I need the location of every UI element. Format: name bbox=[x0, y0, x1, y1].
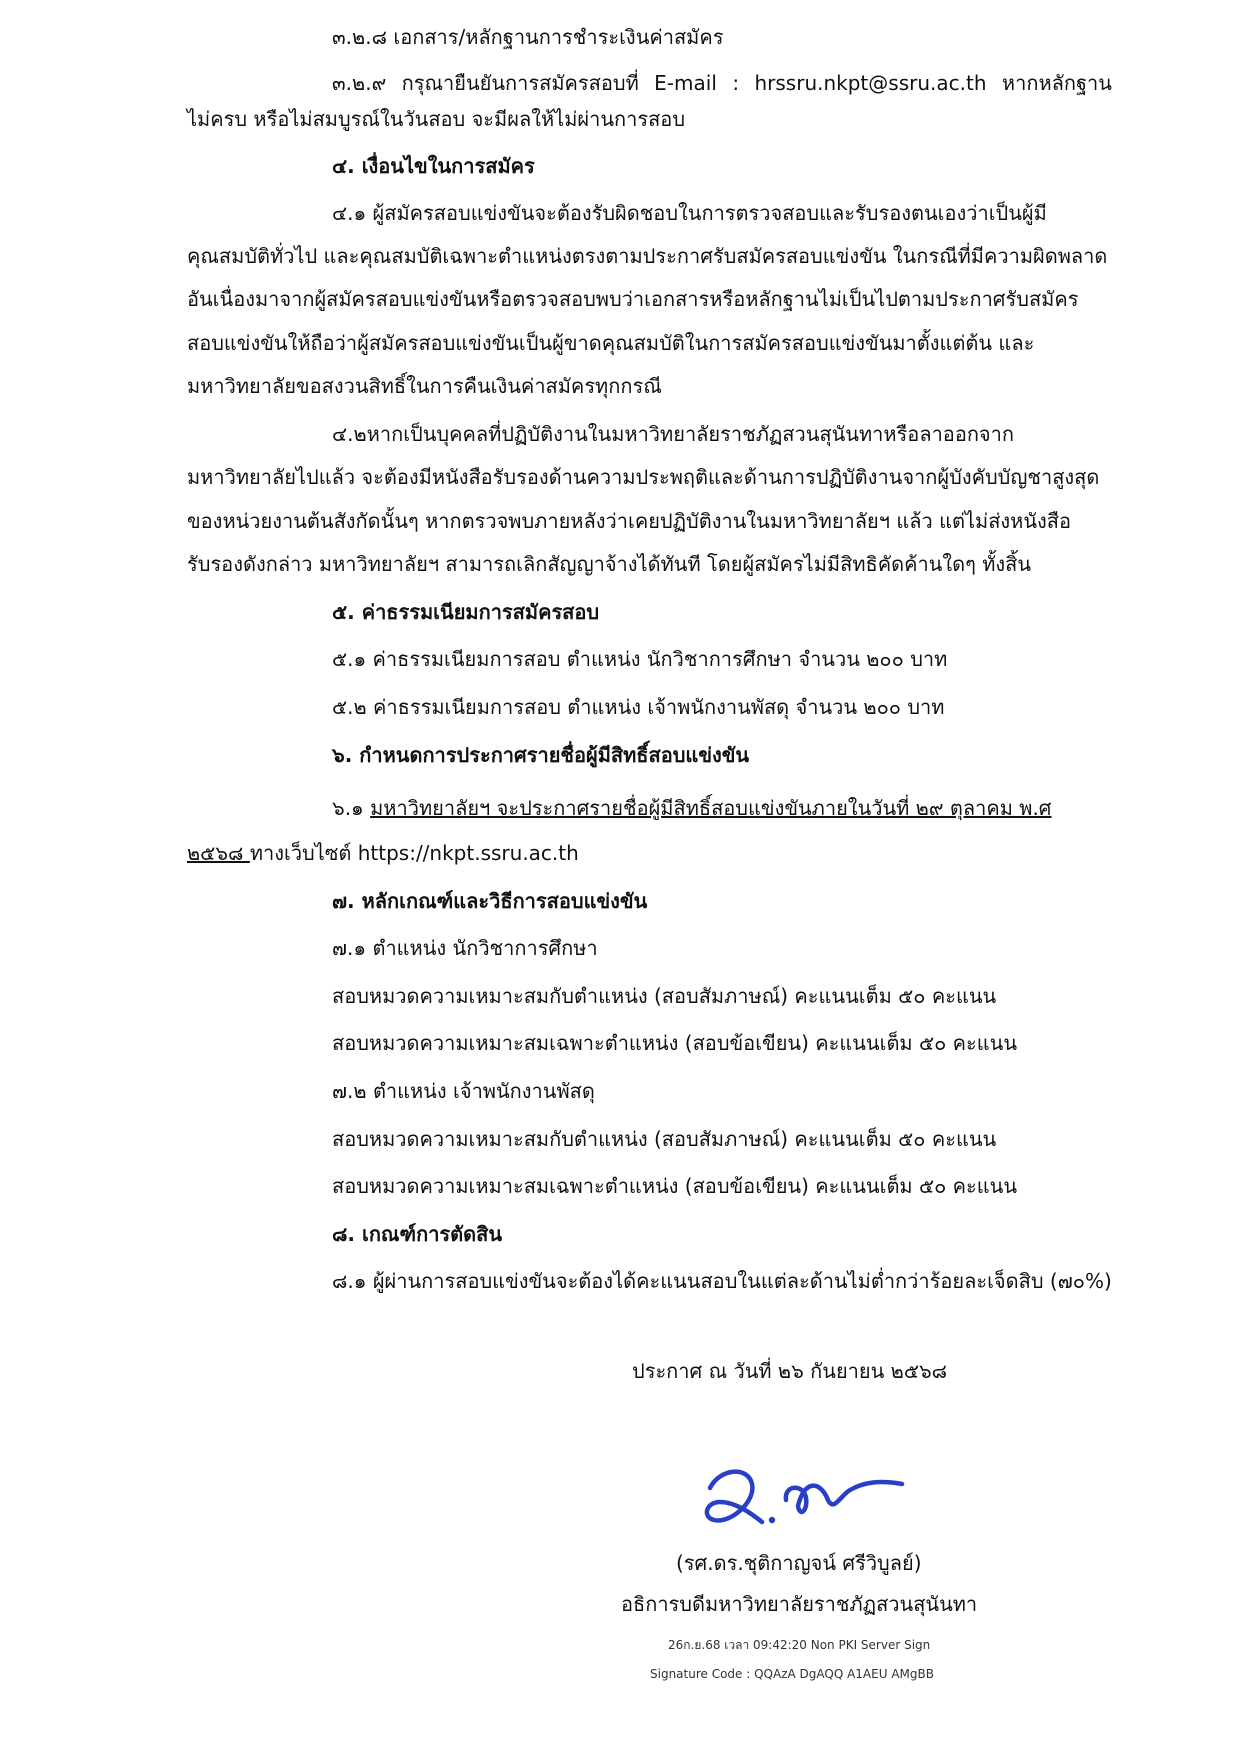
announcement-year: ๒๕๖๘ bbox=[187, 841, 250, 865]
criteria-line: สอบหมวดความเหมาะสมเฉพาะตำแหน่ง (สอบข้อเขียน) คะแนนเต็ม ๕๐ คะแนน bbox=[332, 1174, 1018, 1198]
para-4-2-line: ของหน่วยงานต้นสังกัดนั้นๆ หากตรวจพบภายหลังว่าเคยปฏิบัติงานในมหาวิทยาลัยฯ แล้ว แต่ไม่ส่งหนังสือ bbox=[187, 509, 1072, 533]
section-8-heading: ๘. เกณฑ์การตัดสิน bbox=[332, 1222, 503, 1246]
para-4-1-line: มหาวิทยาลัยขอสงวนสิทธิ์ในการคืนเงินค่าสมัครทุกกรณี bbox=[187, 374, 662, 398]
para-4-1-line: อันเนื่องมาจากผู้สมัครสอบแข่งขันหรือตรวจสอบพบว่าเอกสารหรือหลักฐานไม่เป็นไปตามประกาศรับสมัคร bbox=[187, 287, 1079, 311]
item-3-2-9-continuation: ไม่ครบ หรือไม่สมบูรณ์ในวันสอบ จะมีผลให้ไม่ผ่านการสอบ bbox=[187, 107, 686, 131]
fee-item: ๕.๒ ค่าธรรมเนียมการสอบ ตำแหน่ง เจ้าพนักงานพัสดุ จำนวน ๒๐๐ บาท bbox=[332, 695, 945, 719]
item-3-2-9-text: กรุณายืนยันการสมัครสอบที่ bbox=[401, 71, 639, 95]
para-4-2-line: รับรองดังกล่าว มหาวิทยาลัยฯ สามารถเลิกสัญญาจ้างได้ทันที โดยผู้สมัครไม่มีสิทธิคัดค้านใดๆ ทั้งสิ้น bbox=[187, 552, 1032, 576]
announcement-date: ประกาศ ณ วันที่ ๒๖ กันยายน ๒๕๖๘ bbox=[632, 1359, 948, 1383]
email-address: hrssru.nkpt@ssru.ac.th bbox=[754, 71, 987, 95]
para-4-1-line: สอบแข่งขันให้ถือว่าผู้สมัครสอบแข่งขันเป็นผู้ขาดคุณสมบัติในการสมัครสอบแข่งขันมาตั้งแต่ต้น และ bbox=[187, 331, 1035, 355]
item-6-1-number: ๖.๑ bbox=[332, 796, 371, 820]
section-7-heading: ๗. หลักเกณฑ์และวิธีการสอบแข่งขัน bbox=[332, 889, 648, 913]
criteria-line: สอบหมวดความเหมาะสมกับตำแหน่ง (สอบสัมภาษณ์) คะแนนเต็ม ๕๐ คะแนน bbox=[332, 1127, 997, 1151]
item-3-2-8: ๓.๒.๘ เอกสาร/หลักฐานการชำระเงินค่าสมัคร bbox=[332, 25, 724, 49]
announcement-date-text: มหาวิทยาลัยฯ จะประกาศรายชื่อผู้มีสิทธิ์สอบแข่งขันภายในวันที่ ๒๙ ตุลาคม พ.ศ bbox=[370, 796, 1052, 820]
handwritten-signature bbox=[700, 1440, 910, 1535]
signer-name: (รศ.ดร.ชุติกาญจน์ ศรีวิบูลย์) bbox=[676, 1551, 922, 1575]
website-text: ทางเว็บไซต์ https://nkpt.ssru.ac.th bbox=[249, 841, 579, 865]
section-5-heading: ๕. ค่าธรรมเนียมการสมัครสอบ bbox=[332, 600, 600, 624]
item-3-2-9-email-label: E-mail bbox=[654, 71, 717, 95]
section-6-heading: ๖. กำหนดการประกาศรายชื่อผู้มีสิทธิ์สอบแข่งขัน bbox=[332, 743, 750, 767]
signer-position: อธิการบดีมหาวิทยาลัยราชภัฏสวนสุนันทา bbox=[621, 1592, 978, 1616]
item-6-1-continuation bbox=[187, 838, 579, 868]
criteria-line: สอบหมวดความเหมาะสมเฉพาะตำแหน่ง (สอบข้อเขียน) คะแนนเต็ม ๕๐ คะแนน bbox=[332, 1031, 1018, 1055]
fee-item: ๕.๑ ค่าธรรมเนียมการสอบ ตำแหน่ง นักวิชาการศึกษา จำนวน ๒๐๐ บาท bbox=[332, 647, 948, 671]
item-3-2-9-colon: : bbox=[732, 71, 740, 95]
item-3-2-9 bbox=[332, 68, 1112, 98]
criteria-line: ๗.๑ ตำแหน่ง นักวิชาการศึกษา bbox=[332, 936, 598, 960]
criteria-line: ๗.๒ ตำแหน่ง เจ้าพนักงานพัสดุ bbox=[332, 1079, 595, 1103]
para-4-2-line: ๔.๒หากเป็นบุคคลที่ปฏิบัติงานในมหาวิทยาลัยราชภัฏสวนสุนันทาหรือลาออกจาก bbox=[332, 422, 1014, 446]
item-6-1 bbox=[332, 793, 1052, 823]
item-3-2-9-tail: หากหลักฐาน bbox=[1001, 71, 1112, 95]
para-4-1-line: คุณสมบัติทั่วไป และคุณสมบัติเฉพาะตำแหน่งตรงตามประกาศรับสมัครสอบแข่งขัน ในกรณีที่มีความผิดพลาด bbox=[187, 244, 1108, 268]
para-4-1-line: ๔.๑ ผู้สมัครสอบแข่งขันจะต้องรับผิดชอบในการตรวจสอบและรับรองตนเองว่าเป็นผู้มี bbox=[332, 201, 1047, 225]
judging-criteria: ๘.๑ ผู้ผ่านการสอบแข่งขันจะต้องได้คะแนนสอบในแต่ละด้านไม่ต่ำกว่าร้อยละเจ็ดสิบ (๗๐%) bbox=[332, 1269, 1112, 1293]
signature-timestamp: 26ก.ย.68 เวลา 09:42:20 Non PKI Server Sign bbox=[668, 1638, 931, 1652]
signature-code: Signature Code : QQAzA DgAQQ A1AEU AMgBB bbox=[650, 1667, 934, 1681]
criteria-line: สอบหมวดความเหมาะสมกับตำแหน่ง (สอบสัมภาษณ์) คะแนนเต็ม ๕๐ คะแนน bbox=[332, 984, 997, 1008]
section-4-heading: ๔. เงื่อนไขในการสมัคร bbox=[332, 154, 535, 178]
para-4-2-line: มหาวิทยาลัยไปแล้ว จะต้องมีหนังสือรับรองด้านความประพฤติและด้านการปฏิบัติงานจากผู้บังคับบัญชาสูงสุด bbox=[187, 465, 1100, 489]
item-3-2-9-number: ๓.๒.๙ bbox=[332, 71, 387, 95]
